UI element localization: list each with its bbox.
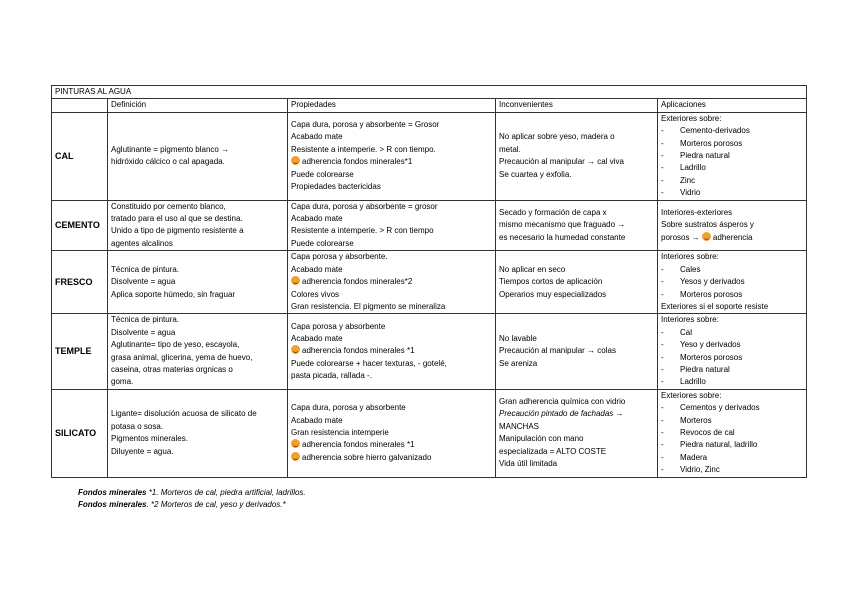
- definition-cell: [108, 389, 288, 477]
- text-line: Acabado mate: [291, 415, 343, 425]
- header-inconvenientes: Inconvenientes: [496, 99, 658, 112]
- text-line: Capa dura, porosa y absorbente: [291, 403, 406, 413]
- text-span: adherencia sobre hierro galvanizado: [302, 452, 432, 462]
- text-line: Vida útil limitada: [499, 459, 558, 469]
- list-item: - Ladrillo: [661, 162, 803, 174]
- list-item: - Yeso y derivados: [661, 339, 803, 351]
- text-span: adherencia fondos minerales*1: [302, 157, 413, 167]
- text-line: Acabado mate: [291, 333, 343, 343]
- smiley-icon: [291, 276, 300, 285]
- text-span: adherencia fondos minerales *1: [302, 440, 415, 450]
- text-line: Ligante= disolución acuosa de silicato de: [111, 409, 257, 419]
- text-line: Precaución pintado de fachadas →: [499, 409, 624, 419]
- drawbacks-cell: [496, 389, 658, 477]
- text-line: especializada = ALTO COSTE: [499, 446, 607, 456]
- row-name: CEMENTO: [52, 200, 108, 251]
- text-line: Acabado mate: [291, 264, 343, 274]
- text-line: Disolvente = agua: [111, 327, 176, 337]
- text-line: Acabado mate: [291, 214, 343, 224]
- drawbacks-cell: [496, 112, 658, 200]
- text-line: Constituido por cemento blanco,: [111, 201, 226, 211]
- text-line: Puede colorearse + hacer texturas, - gotelé,: [291, 358, 447, 368]
- list-item: - Morteros: [661, 415, 803, 427]
- text-span: adherencia fondos minerales*2: [302, 277, 413, 287]
- header-empty: [52, 99, 108, 112]
- list-item: - Madera: [661, 452, 803, 464]
- text-line: Puede colorearse: [291, 238, 354, 248]
- text-line: caseina, otras materias orgnicas o: [111, 364, 233, 374]
- smiley-icon: [291, 156, 300, 165]
- footnote-term: Fondos minerales: [78, 488, 147, 497]
- drawbacks-cell: [496, 314, 658, 389]
- smiley-icon: [291, 345, 300, 354]
- row-name: SILICATO: [52, 389, 108, 477]
- text-line: No aplicar sobre yeso, madera o: [499, 132, 615, 142]
- text-line: Exteriores sobre:: [661, 113, 722, 123]
- text-line: No aplicar en seco: [499, 264, 566, 274]
- text-line: Diluyente = agua.: [111, 446, 174, 456]
- definition-cell: [108, 200, 288, 251]
- text-line: grasa animal, glicerina, yema de huevo,: [111, 352, 253, 362]
- text-line: Gran resistencia intemperie: [291, 428, 389, 438]
- text-line: Resistente a intemperie. > R con tiempo: [291, 226, 434, 236]
- text-line: Técnica de pintura.: [111, 315, 180, 325]
- properties-cell: [288, 314, 496, 389]
- applications-cell: [658, 314, 807, 389]
- smiley-icon: [291, 439, 300, 448]
- applications-cell: [658, 389, 807, 477]
- list-item: - Morteros porosos: [661, 289, 803, 301]
- properties-cell: [288, 112, 496, 200]
- applications-cell: [658, 251, 807, 314]
- footnotes: [78, 487, 306, 511]
- list-item: - Cal: [661, 327, 803, 339]
- properties-cell: [288, 251, 496, 314]
- text-line: Capa porosa y absorbente: [291, 321, 386, 331]
- text-line: Aplica soporte húmedo, sin fraguar: [111, 289, 236, 299]
- footnote-text: *1. Morteros de cal, piedra artificial, ladrillos.: [146, 488, 306, 497]
- smiley-icon: [702, 232, 711, 241]
- text-line: Colores vivos: [291, 289, 340, 299]
- header-definicion: Definición: [108, 99, 288, 112]
- applications-cell: [658, 200, 807, 251]
- properties-cell: [288, 200, 496, 251]
- text-line: Sobre sustratos ásperos y: [661, 220, 754, 230]
- footnote-text: . *2 Morteros de cal, yeso y derivados.*: [146, 500, 286, 509]
- text-line: Capa dura, porosa y absorbente = Grosor: [291, 120, 440, 130]
- footnote-1: [78, 487, 306, 499]
- text-line: Interiores-exteriores: [661, 207, 733, 217]
- text-line: [291, 452, 492, 464]
- text-line: Propiedades bactericidas: [291, 182, 381, 192]
- footnote-term: Fondos minerales: [78, 500, 147, 509]
- applications-cell: [658, 112, 807, 200]
- list-item: - Vidrio: [661, 187, 803, 199]
- row-name: CAL: [52, 112, 108, 200]
- header-aplicaciones: Aplicaciones: [658, 99, 807, 112]
- list-item: - Yesos y derivados: [661, 276, 803, 288]
- list-item: - Cemento-derivados: [661, 125, 803, 137]
- text-line: potasa o sosa.: [111, 421, 164, 431]
- text-line: Puede colorearse: [291, 169, 354, 179]
- list-item: - Cementos y derivados: [661, 402, 803, 414]
- row-name: TEMPLE: [52, 314, 108, 389]
- text-line: Resistente a intemperie. > R con tiempo.: [291, 144, 436, 154]
- text-line: mismo mecanismo que fraguado →: [499, 220, 626, 230]
- text-line: Precaución al manipular → cal viva: [499, 157, 624, 167]
- text-line: Capa dura, porosa y absorbente = grosor: [291, 201, 438, 211]
- definition-cell: [108, 251, 288, 314]
- text-line: Gran adherencia química con vidrio: [499, 397, 626, 407]
- list-item: - Piedra natural: [661, 364, 803, 376]
- table-caption: PINTURAS AL AGUA: [52, 86, 807, 99]
- text-line: Operarios muy especializados: [499, 289, 607, 299]
- text-line: Manipulación con mano: [499, 434, 584, 444]
- text-line: Exteriores sobre:: [661, 390, 722, 400]
- footnote-2: [78, 499, 306, 511]
- table-row: [52, 389, 807, 477]
- text-line: Disolvente = agua: [111, 277, 176, 287]
- text-line: es necesario la humedad constante: [499, 232, 626, 242]
- header-propiedades: Propiedades: [288, 99, 496, 112]
- text-span: adherencia: [712, 232, 753, 242]
- list-item: - Morteros porosos: [661, 352, 803, 364]
- text-line: tratado para el uso al que se destina.: [111, 214, 243, 224]
- list-item: - Revocos de cal: [661, 427, 803, 439]
- list-item: - Cales: [661, 264, 803, 276]
- text-line: [661, 232, 803, 244]
- header-row: [52, 99, 807, 112]
- text-line: agentes alcalinos: [111, 238, 173, 248]
- text-line: hidróxido cálcico o cal apagada.: [111, 157, 225, 167]
- text-line: Unido a tipo de pigmento resistente a: [111, 226, 244, 236]
- list-item: - Piedra natural, ladrillo: [661, 439, 803, 451]
- list-item: - Morteros porosos: [661, 138, 803, 150]
- definition-cell: [108, 314, 288, 389]
- drawbacks-cell: [496, 200, 658, 251]
- text-line: [291, 439, 492, 451]
- text-line: Tiempos cortos de aplicación: [499, 277, 603, 287]
- text-line: Se cuartea y exfolia.: [499, 169, 572, 179]
- smiley-icon: [291, 452, 300, 461]
- table-row: [52, 314, 807, 389]
- list-item: - Piedra natural: [661, 150, 803, 162]
- paints-table: [51, 85, 807, 478]
- table-row: [52, 200, 807, 251]
- drawbacks-cell: [496, 251, 658, 314]
- text-line: MANCHAS: [499, 421, 540, 431]
- text-line: Aglutinante= tipo de yeso, escayola,: [111, 340, 240, 350]
- text-line: Exteriores si el soporte resiste: [661, 301, 769, 311]
- text-line: [291, 345, 492, 357]
- text-span: adherencia fondos minerales *1: [302, 346, 415, 356]
- text-line: Secado y formación de capa x: [499, 207, 607, 217]
- definition-cell: [108, 112, 288, 200]
- list-item: - Vidrio, Zinc: [661, 464, 803, 476]
- text-line: [291, 156, 492, 168]
- table-row: [52, 251, 807, 314]
- text-line: Precaución al manipular → colas: [499, 346, 616, 356]
- text-line: Capa porosa y absorbente.: [291, 252, 388, 262]
- text-line: Interiores sobre:: [661, 315, 719, 325]
- text-line: Se arenizа: [499, 358, 538, 368]
- text-line: Gran resistencia. El pigmento se mineraliza: [291, 301, 446, 311]
- text-line: Pigmentos minerales.: [111, 434, 188, 444]
- table-row: [52, 112, 807, 200]
- properties-cell: [288, 389, 496, 477]
- text-line: Acabado mate: [291, 132, 343, 142]
- row-name: FRESCO: [52, 251, 108, 314]
- text-line: No lavable: [499, 333, 537, 343]
- list-item: - Zinc: [661, 175, 803, 187]
- text-line: Técnica de pintura.: [111, 264, 180, 274]
- text-line: pasta picada, rallada -.: [291, 371, 372, 381]
- text-span: porosos →: [661, 232, 700, 242]
- text-line: metal.: [499, 144, 521, 154]
- text-line: [291, 276, 492, 288]
- text-line: goma.: [111, 377, 134, 387]
- text-line: Aglutinante = pigmento blanco →: [111, 144, 230, 154]
- text-line: Interiores sobre:: [661, 252, 719, 262]
- list-item: - Ladrillo: [661, 376, 803, 388]
